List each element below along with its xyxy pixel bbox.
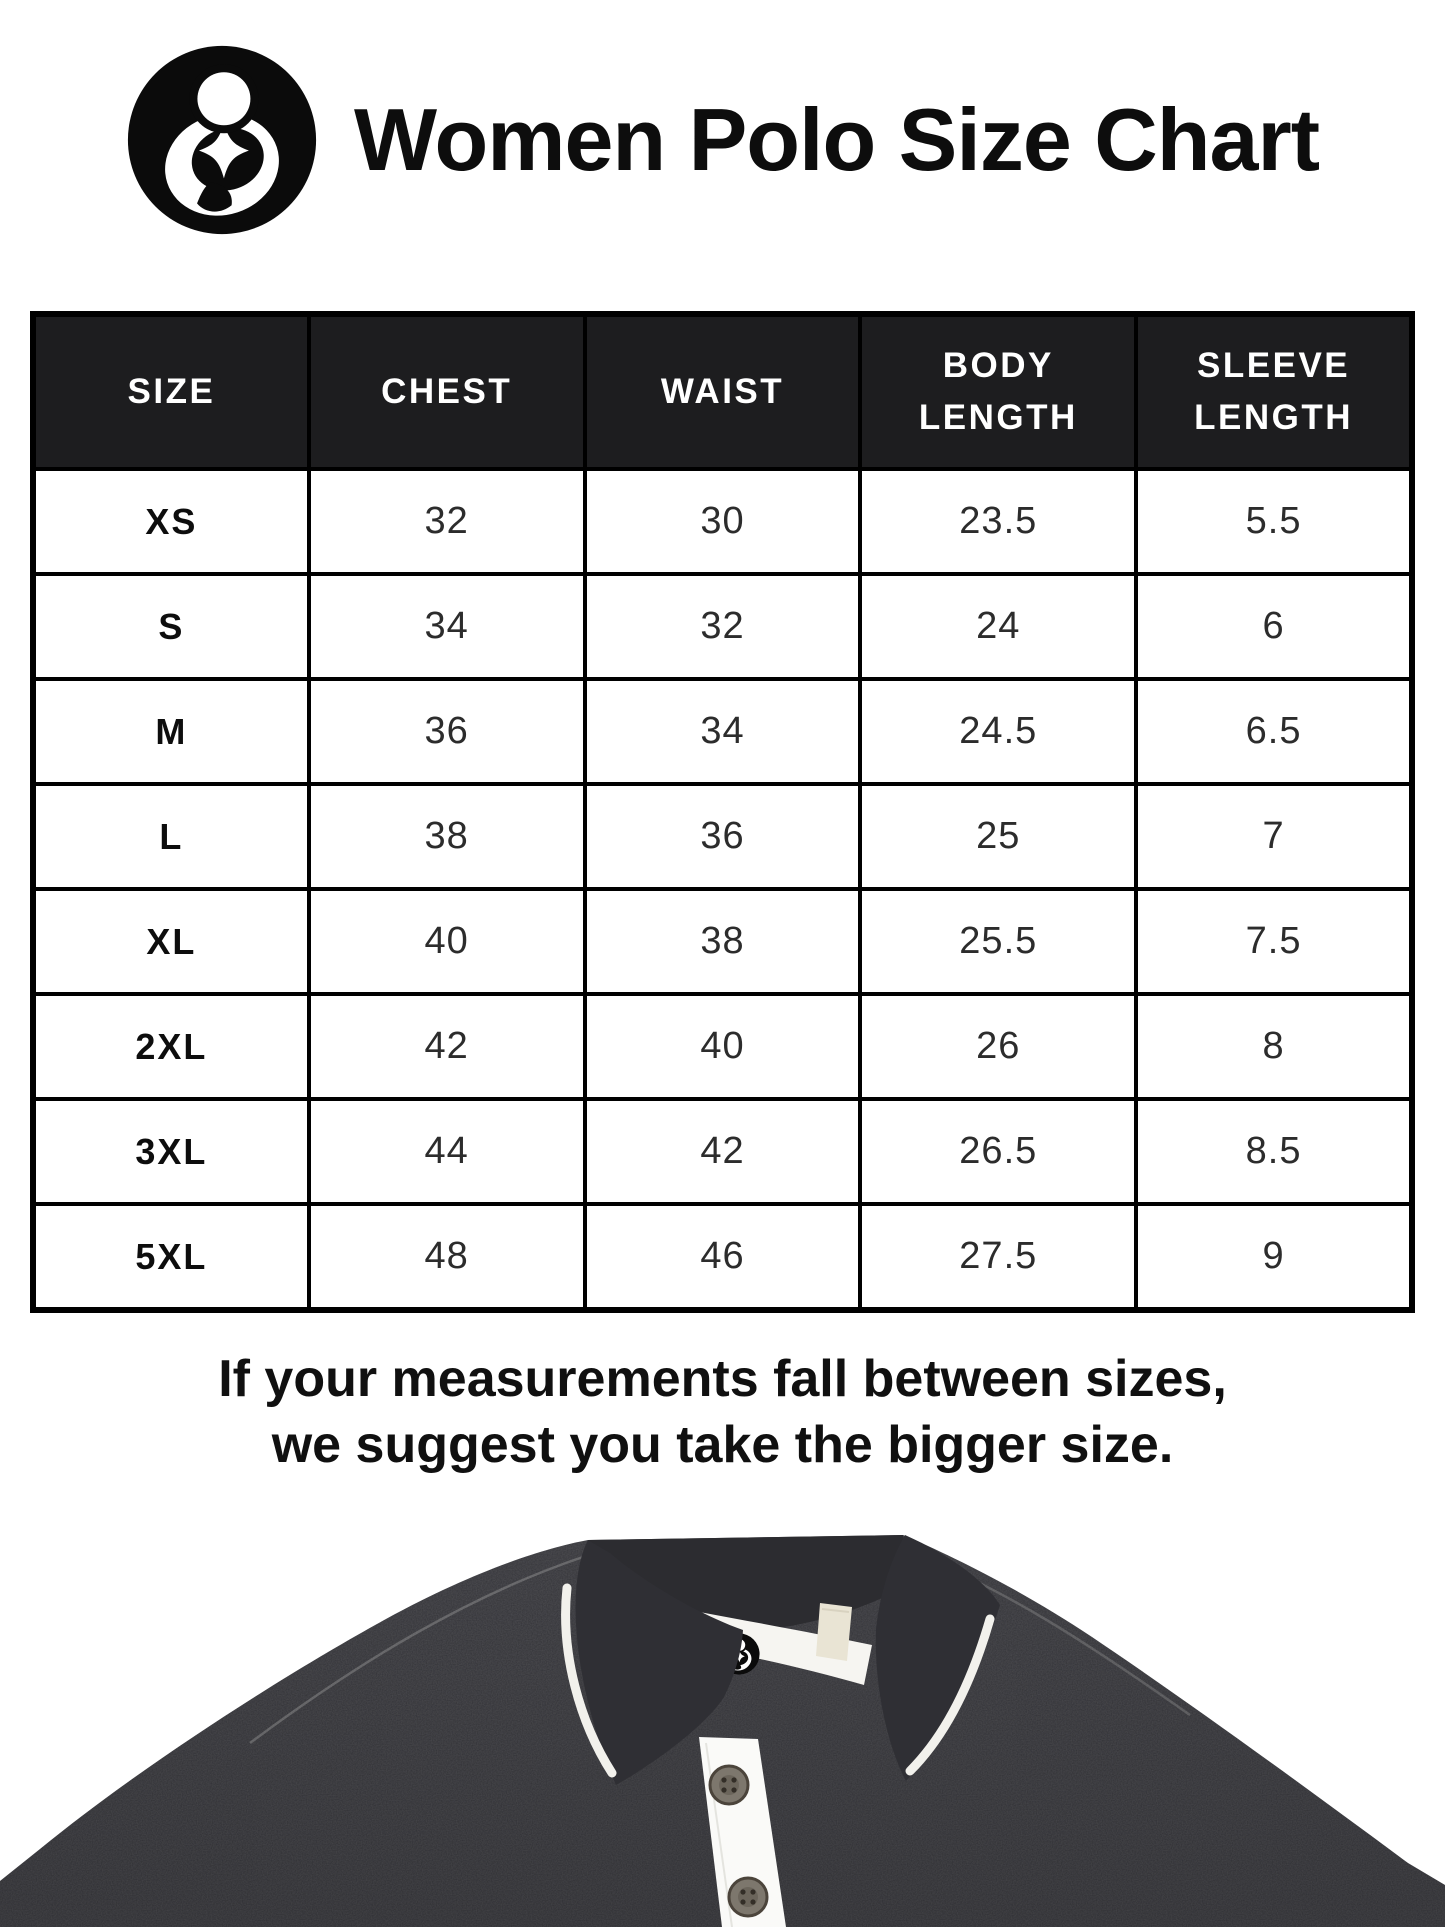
- size-table-header: [33, 314, 1412, 469]
- waist-cell: 40: [585, 994, 861, 1099]
- size-table-container: [30, 311, 1415, 1313]
- column-header-waist: WAIST: [585, 314, 861, 469]
- size-cell: 3XL: [33, 1099, 309, 1204]
- size-row-xs: [33, 469, 1412, 574]
- waist-cell: 42: [585, 1099, 861, 1204]
- size-cell: XS: [33, 469, 309, 574]
- brand-header: [0, 44, 1445, 236]
- fit-note-line-1: If your measurements fall between sizes,: [218, 1350, 1227, 1408]
- body-length-cell: 23.5: [860, 469, 1136, 574]
- sleeve-length-cell: 6.5: [1136, 679, 1412, 784]
- body-length-cell: 25: [860, 784, 1136, 889]
- waist-cell: 46: [585, 1204, 861, 1310]
- size-cell: 2XL: [33, 994, 309, 1099]
- sleeve-length-cell: 6: [1136, 574, 1412, 679]
- column-header-sleeve-length: SLEEVE LENGTH: [1136, 314, 1412, 469]
- waist-cell: 38: [585, 889, 861, 994]
- chest-cell: 42: [309, 994, 585, 1099]
- header-row: [33, 314, 1412, 469]
- size-row-3xl: [33, 1099, 1412, 1204]
- sleeve-length-cell: 8.5: [1136, 1099, 1412, 1204]
- column-header-size: SIZE: [33, 314, 309, 469]
- size-row-xl: [33, 889, 1412, 994]
- body-length-cell: 26: [860, 994, 1136, 1099]
- size-row-2xl: [33, 994, 1412, 1099]
- waist-cell: 34: [585, 679, 861, 784]
- chest-cell: 36: [309, 679, 585, 784]
- chest-cell: 34: [309, 574, 585, 679]
- fit-note-line-2: we suggest you take the bigger size.: [271, 1416, 1174, 1474]
- column-header-chest: CHEST: [309, 314, 585, 469]
- sleeve-length-cell: 7: [1136, 784, 1412, 889]
- size-row-l: [33, 784, 1412, 889]
- polo-shirt-image: [0, 1533, 1445, 1927]
- size-table: [30, 311, 1415, 1313]
- chest-cell: 44: [309, 1099, 585, 1204]
- sleeve-length-cell: 9: [1136, 1204, 1412, 1310]
- body-length-cell: 27.5: [860, 1204, 1136, 1310]
- sleeve-length-cell: 5.5: [1136, 469, 1412, 574]
- placket-button-bottom: [729, 1878, 767, 1916]
- size-cell: M: [33, 679, 309, 784]
- brand-logo-icon: [126, 44, 318, 236]
- size-cell: L: [33, 784, 309, 889]
- body-length-cell: 24.5: [860, 679, 1136, 784]
- size-row-m: [33, 679, 1412, 784]
- chest-cell: 48: [309, 1204, 585, 1310]
- chest-cell: 40: [309, 889, 585, 994]
- body-length-cell: 24: [860, 574, 1136, 679]
- waist-cell: 32: [585, 574, 861, 679]
- chest-cell: 38: [309, 784, 585, 889]
- waist-cell: 30: [585, 469, 861, 574]
- size-cell: XL: [33, 889, 309, 994]
- size-cell: S: [33, 574, 309, 679]
- size-row-5xl: [33, 1204, 1412, 1310]
- placket-button-top: [710, 1766, 748, 1804]
- size-row-s: [33, 574, 1412, 679]
- body-length-cell: 25.5: [860, 889, 1136, 994]
- sleeve-length-cell: 8: [1136, 994, 1412, 1099]
- fit-note: [0, 1346, 1445, 1478]
- sleeve-length-cell: 7.5: [1136, 889, 1412, 994]
- size-cell: 5XL: [33, 1204, 309, 1310]
- chest-cell: 32: [309, 469, 585, 574]
- page-title: Women Polo Size Chart: [353, 90, 1320, 189]
- body-length-cell: 26.5: [860, 1099, 1136, 1204]
- waist-cell: 36: [585, 784, 861, 889]
- column-header-body-length: BODY LENGTH: [860, 314, 1136, 469]
- size-table-body: [33, 469, 1412, 1310]
